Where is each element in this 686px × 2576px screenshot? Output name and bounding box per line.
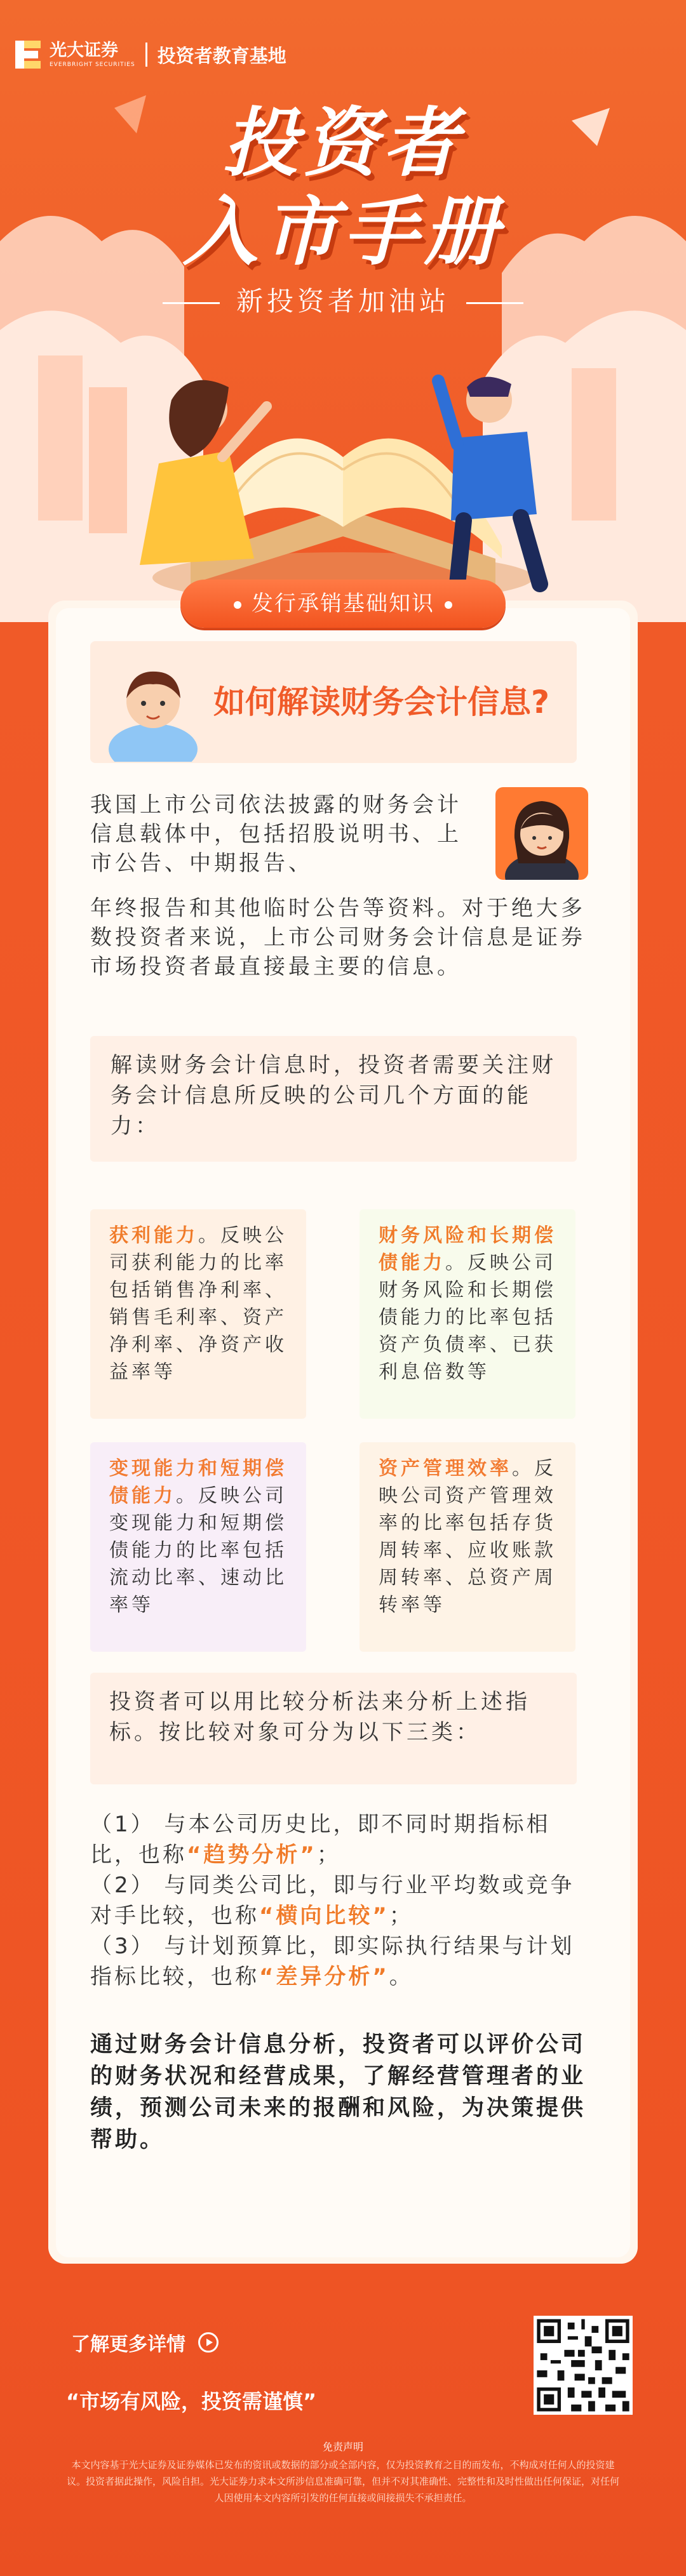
hero-title-line1: 投资者 (222, 99, 463, 187)
hero-subtitle (0, 281, 686, 319)
list-item (90, 1809, 592, 1870)
list-item-highlight: “差异分析” (259, 1964, 389, 1989)
paragraph-2: 年终报告和其他临时公告等资料。对于绝大多数投资者来说，上市公司财务会计信息是证券市场投资者最直接最主要的信息。 (90, 896, 586, 979)
list-item (90, 1931, 592, 1992)
tab-dot-left (234, 601, 241, 609)
section-tab (180, 580, 506, 628)
hero-title-line2: 入市手册 (182, 188, 503, 276)
ability-text: 。反映公司获利能力的比率包括销售净利率、销售毛利率、资产净利率、净资产收益率等 (109, 1225, 287, 1383)
ability-title: 资产管理效率 (379, 1457, 512, 1480)
section-tab-label: 发行承销基础知识 (252, 591, 434, 616)
brand-tag: 投资者教育基地 (157, 44, 286, 67)
ability-text: 。反映公司资产管理效率的比率包括存货周转率、应收账款周转率、总资产周转率等 (379, 1457, 556, 1616)
tab-dot-right (445, 601, 452, 609)
compare-list (90, 1809, 592, 1992)
subtitle-dash-right (466, 302, 523, 304)
qr-code-icon[interactable] (534, 2316, 633, 2415)
compare-intro: 投资者可以用比较分析法来分析上述指标。按比较对象可分为以下三类： (109, 1689, 530, 1745)
intro-box (90, 1036, 577, 1162)
summary-text: 通过财务会计信息分析，投资者可以评价公司的财务状况和经营成果，了解经营管理者的业绩，预测公司未来的报酬和风险，为决策提供帮助。 (90, 2032, 586, 2153)
compare-box (90, 1673, 577, 1784)
ability-cell-2 (360, 1209, 575, 1419)
book-illustration (0, 317, 686, 622)
subtitle-dash-left (163, 302, 220, 304)
ability-cell-1 (90, 1209, 306, 1419)
question-title: 如何解读财务会计信息? (213, 684, 550, 720)
risk-notice: “市场有风险，投资需谨慎” (66, 2389, 317, 2413)
brand-name: 光大证券 (50, 41, 118, 60)
hero-subtitle-text: 新投资者加油站 (236, 286, 450, 317)
ability-title: 财务风险和长期偿债能力 (379, 1225, 556, 1274)
list-item-text: （1） 与本公司历史比，即不同时期指标相比，也称 (90, 1812, 551, 1868)
ability-text: 。反映公司变现能力和短期偿债能力的比率包括流动比率、速动比率等 (109, 1485, 287, 1616)
list-item-end: 。 (389, 1964, 414, 1989)
ability-title: 变现能力和短期偿债能力 (109, 1457, 287, 1507)
brand-sub: EVERBRIGHT SECURITIES (50, 62, 135, 68)
ability-text: 。反映公司财务风险和长期偿债能力的比率包括资产负债率、已获利息倍数等 (379, 1252, 556, 1383)
disclaimer-title: 免责声明 (322, 2441, 363, 2453)
list-item-text: （2） 与同类公司比，即与行业平均数或竞争对手比较，也称 (90, 1873, 575, 1929)
more-details-label: 了解更多详情 (71, 2334, 185, 2356)
list-item-text: （3） 与计划预算比，即实际执行结果与计划指标比较，也称 (90, 1934, 575, 1989)
play-arrow-icon (198, 2332, 219, 2353)
boy-avatar-icon (99, 654, 207, 762)
list-item-highlight: “横向比较” (259, 1903, 389, 1929)
ability-title: 获利能力 (109, 1225, 198, 1247)
list-item-end: ； (389, 1903, 414, 1929)
woman-avatar-icon (495, 787, 588, 880)
more-details-link[interactable] (71, 2328, 219, 2356)
ability-cell-4 (360, 1442, 575, 1652)
paragraph-1: 我国上市公司依法披露的财务会计信息载体中，包括招股说明书、上市公告、中期报告、 (90, 792, 462, 876)
ability-cell-3 (90, 1442, 306, 1652)
list-item-end: ； (316, 1842, 341, 1868)
list-item-highlight: “趋势分析” (187, 1842, 317, 1868)
intro-text: 解读财务会计信息时，投资者需要关注财务会计信息所反映的公司几个方面的能力： (111, 1052, 556, 1139)
disclaimer-text: 本文内容基于光大证券及证券媒体已发布的资讯或数据的部分或全部内容，仅为投资教育之目的而发布，不构成对任何人的投资建议。投资者据此操作，风险自担。光大证券力求本文所涉信息准确可靠，但并不对其准确性、完整性和及时性做出任何保证，对任何人因使用本文内容所引发的任何直接或间接损失不承担责任。 (66, 2459, 619, 2504)
list-item (90, 1870, 592, 1931)
